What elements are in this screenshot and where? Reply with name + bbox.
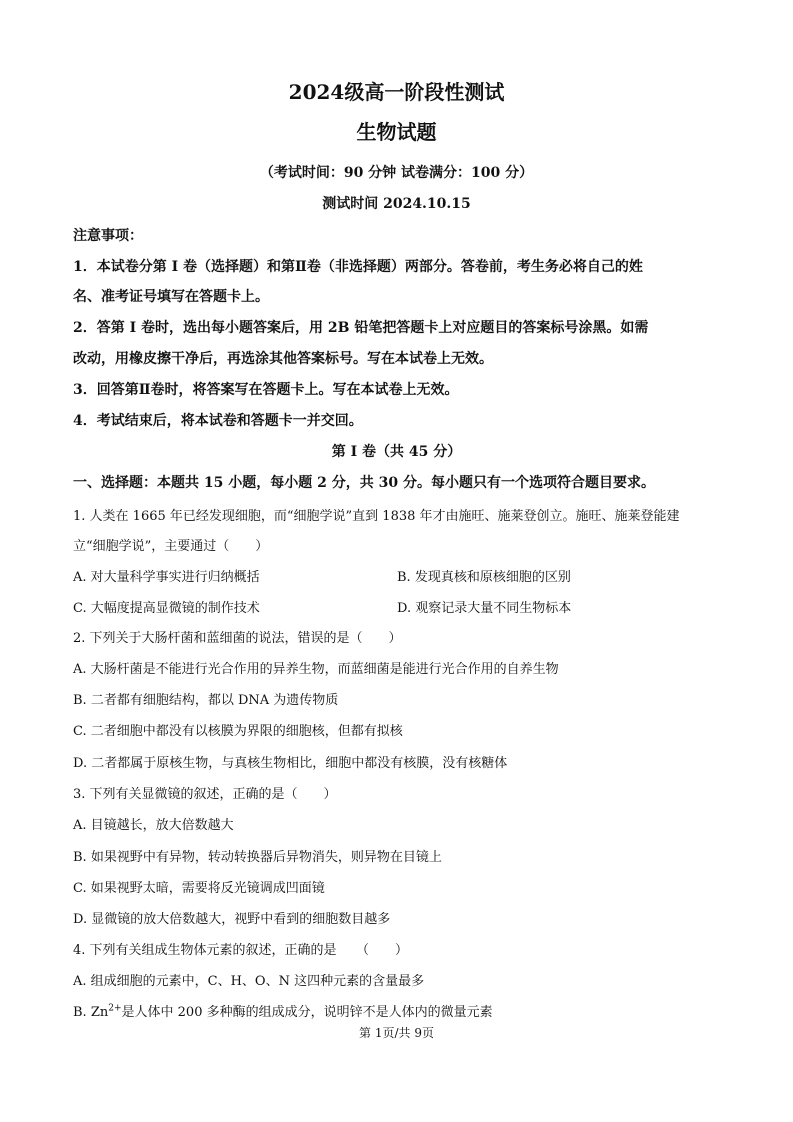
q2-option-c: C. 二者细胞中都没有以核膜为界限的细胞核，但都有拟核 bbox=[73, 724, 403, 739]
q1-option-b: B. 发现真核和原核细胞的区别 bbox=[397, 570, 571, 585]
q3-option-b: B. 如果视野中有异物，转动转换器后异物消失，则异物在目镜上 bbox=[73, 850, 442, 865]
part-heading: 第 I 卷（共 45 分） bbox=[331, 444, 462, 460]
note-line: 改动，用橡皮擦干净后，再选涂其他答案标号。写在本试卷上无效。 bbox=[73, 351, 493, 367]
q2-stem: 2. 下列关于大肠杆菌和蓝细菌的说法，错误的是（ ） bbox=[73, 631, 402, 646]
exam-title: 2024级高一阶段性测试 bbox=[288, 80, 505, 104]
q4-stem: 4. 下列有关组成生物体元素的叙述，正确的是 （ ） bbox=[73, 943, 409, 958]
note-line: 2．答第 I 卷时，选出每小题答案后，用 2B 铅笔把答题卡上对应题目的答案标号涂黑。如需 bbox=[73, 320, 649, 336]
note-line: 3．回答第Ⅱ卷时，将答案写在答题卡上。写在本试卷上无效。 bbox=[73, 382, 459, 398]
test-date: 测试时间 2024.10.15 bbox=[322, 196, 471, 212]
note-line: 4．考试结束后，将本试卷和答题卡一并交回。 bbox=[73, 413, 363, 429]
q2-option-d: D. 二者都属于原核生物，与真核生物相比，细胞中都没有核膜，没有核糖体 bbox=[73, 756, 508, 771]
q4-option-b bbox=[73, 1003, 733, 1023]
q4-option-b-prefix: B. Zn bbox=[73, 1005, 109, 1020]
exam-info: （考试时间：90 分钟 试卷满分：100 分） bbox=[259, 165, 534, 181]
note-line: 名、准考证号填写在答题卡上。 bbox=[73, 289, 269, 305]
notes-heading: 注意事项： bbox=[73, 228, 143, 244]
q3-stem: 3. 下列有关显微镜的叙述，正确的是（ ） bbox=[73, 787, 337, 802]
q3-option-c: C. 如果视野太暗，需要将反光镜调成凹面镜 bbox=[73, 881, 325, 896]
q3-option-d: D. 显微镜的放大倍数越大，视野中看到的细胞数目越多 bbox=[73, 912, 391, 927]
q3-option-a: A. 目镜越长，放大倍数越大 bbox=[73, 818, 234, 833]
q2-option-b: B. 二者都有细胞结构，都以 DNA 为遗传物质 bbox=[73, 693, 339, 708]
section-heading: 一、选择题：本题共 15 小题，每小题 2 分，共 30 分。每小题只有一个选项符合题目要求。 bbox=[73, 475, 655, 491]
zinc-charge: 2+ bbox=[108, 1003, 122, 1014]
q1-stem-cont: 立“细胞学说”，主要通过（ ） bbox=[73, 539, 269, 554]
q1-stem: 1. 人类在 1665 年已经发现细胞，而“细胞学说”直到 1838 年才由施旺、施莱登创立。施旺、施莱登能建 bbox=[73, 509, 680, 524]
q1-option-c: C. 大幅度提高显微镜的制作技术 bbox=[73, 601, 260, 616]
q2-option-a: A. 大肠杆菌是不能进行光合作用的异养生物，而蓝细菌是能进行光合作用的自养生物 bbox=[73, 662, 559, 677]
page-number: 第 1页/共 9页 bbox=[359, 1026, 434, 1040]
q4-option-a: A. 组成细胞的元素中，C、H、O、N 这四种元素的含量最多 bbox=[73, 974, 425, 989]
q1-option-d: D. 观察记录大量不同生物标本 bbox=[397, 601, 572, 616]
subject-title: 生物试题 bbox=[356, 120, 437, 144]
q1-option-a: A. 对大量科学事实进行归纳概括 bbox=[73, 570, 260, 585]
q4-option-b-text: 是人体中 200 多种酶的组成成分，说明锌不是人体内的微量元素 bbox=[121, 1005, 493, 1020]
note-line: 1．本试卷分第 I 卷（选择题）和第Ⅱ卷（非选择题）两部分。答卷前，考生务必将自己的姓 bbox=[73, 259, 643, 275]
